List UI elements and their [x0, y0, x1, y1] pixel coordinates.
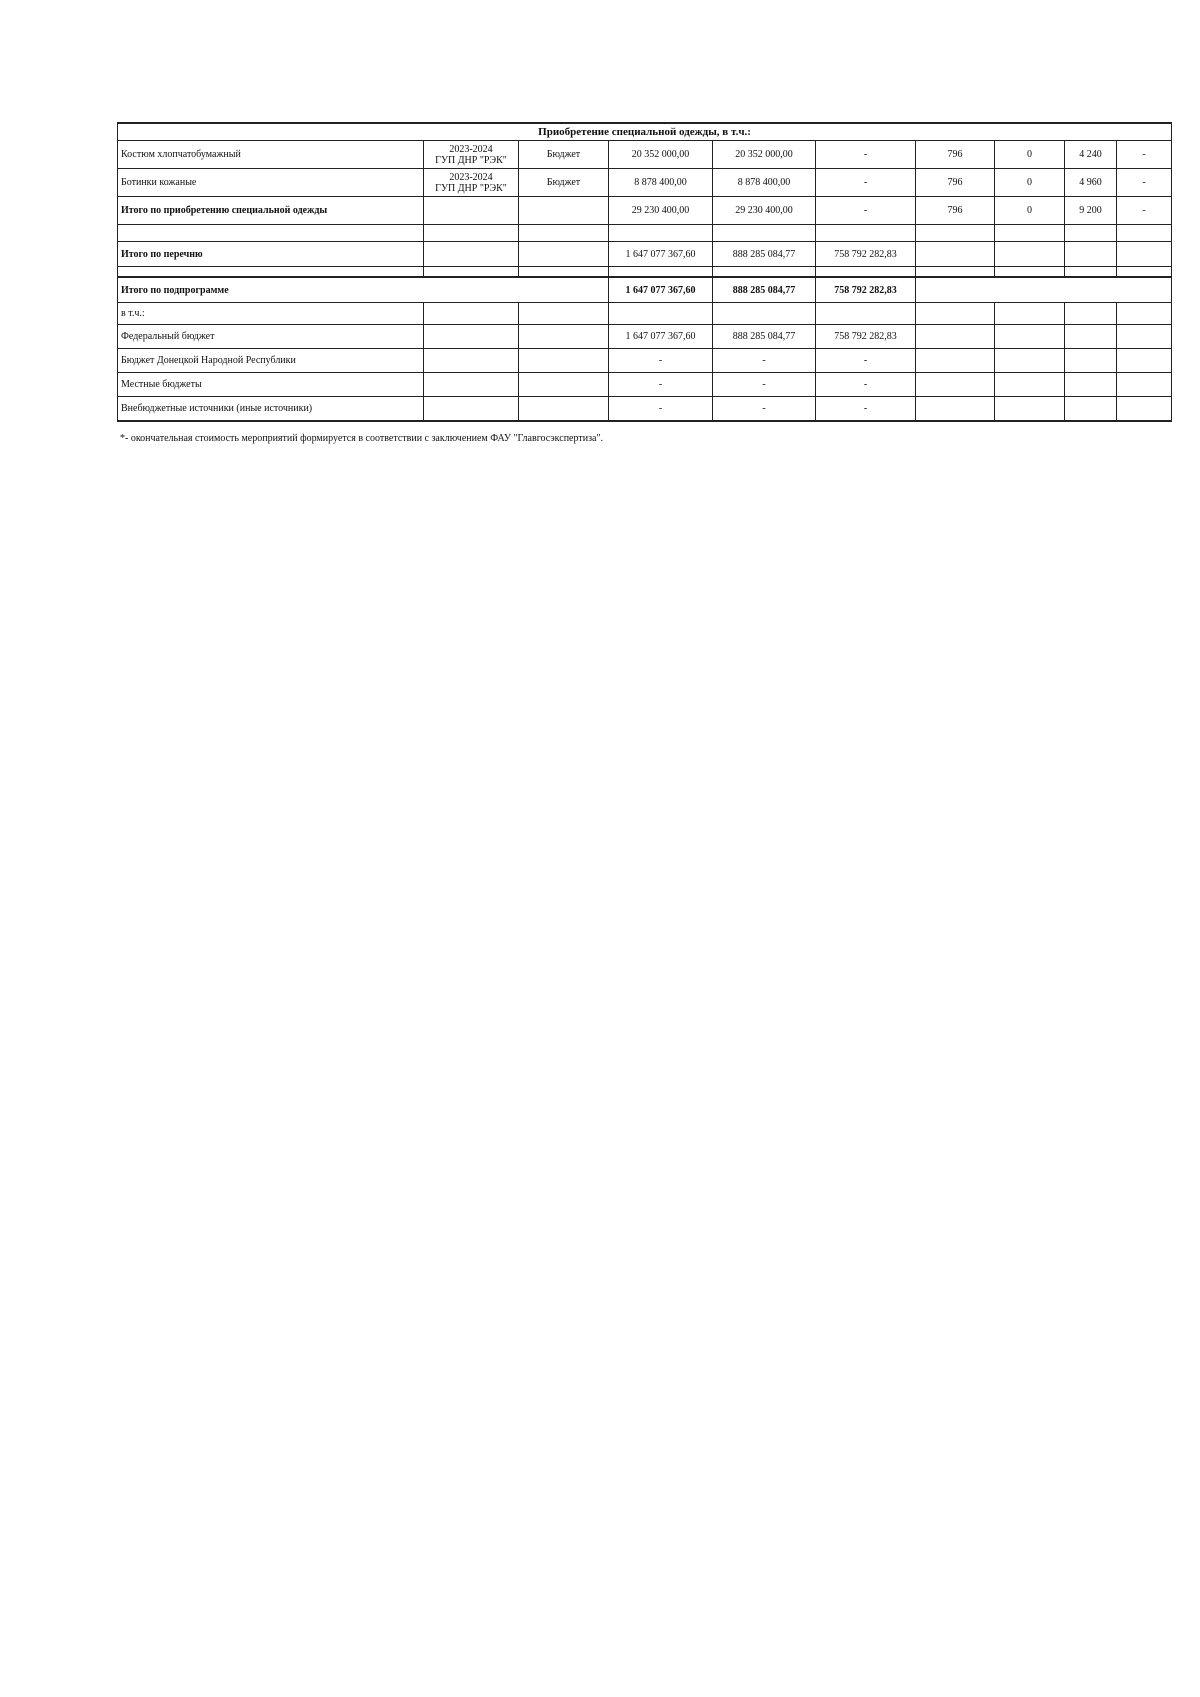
incl-label: в т.ч.:: [118, 303, 424, 325]
item-unit: 796: [916, 169, 995, 197]
table-row: [118, 169, 1172, 197]
empty-cell: [519, 242, 609, 267]
subprogram-total-row: [118, 277, 1172, 303]
item-qty-2023: 0: [995, 141, 1065, 169]
source-row: [118, 373, 1172, 397]
subtotal-qty-2023: 0: [995, 197, 1065, 225]
section-title-row: [118, 123, 1172, 141]
item-source: Бюджет: [519, 141, 609, 169]
list-total-row: [118, 242, 1172, 267]
item-executor: ГУП ДНР "РЭК": [435, 154, 507, 166]
source-y2024: -: [816, 349, 916, 373]
source-name: Местные бюджеты: [118, 373, 424, 397]
source-row: [118, 325, 1172, 349]
item-period-executor: [424, 141, 519, 169]
source-y2024: 758 792 282,83: [816, 325, 916, 349]
subprogram-total-y2023: 888 285 084,77: [713, 277, 816, 303]
source-y2024: -: [816, 397, 916, 422]
item-source: Бюджет: [519, 169, 609, 197]
blank-row: [118, 225, 1172, 242]
list-total-total: 1 647 077 367,60: [609, 242, 713, 267]
subtotal-row: [118, 197, 1172, 225]
blank-row: [118, 267, 1172, 278]
item-name: Костюм хлопчатобумажный: [118, 141, 424, 169]
source-total: -: [609, 397, 713, 422]
source-total: -: [609, 349, 713, 373]
source-name: Федеральный бюджет: [118, 325, 424, 349]
item-qty-2025: -: [1117, 141, 1172, 169]
footnote: *- окончательная стоимость мероприятий формируется в соответствии с заключением ФАУ "Главгосэкспертиза".: [120, 433, 604, 444]
source-y2024: -: [816, 373, 916, 397]
item-y2024: -: [816, 169, 916, 197]
subtotal-unit: 796: [916, 197, 995, 225]
source-total: 1 647 077 367,60: [609, 325, 713, 349]
subtotal-total: 29 230 400,00: [609, 197, 713, 225]
empty-cell: [519, 197, 609, 225]
source-total: -: [609, 373, 713, 397]
subtotal-y2023: 29 230 400,00: [713, 197, 816, 225]
expenditure-table: [117, 122, 1172, 422]
source-y2023: -: [713, 349, 816, 373]
item-period: 2023-2024: [449, 143, 493, 155]
list-total-y2024: 758 792 282,83: [816, 242, 916, 267]
empty-cell: [916, 277, 1172, 303]
list-total-y2023: 888 285 084,77: [713, 242, 816, 267]
empty-cell: [424, 197, 519, 225]
source-row: [118, 397, 1172, 422]
item-qty-2025: -: [1117, 169, 1172, 197]
item-name: Ботинки кожаные: [118, 169, 424, 197]
subprogram-total-total: 1 647 077 367,60: [609, 277, 713, 303]
table-row: [118, 141, 1172, 169]
subtotal-qty-2024: 9 200: [1065, 197, 1117, 225]
item-qty-2024: 4 960: [1065, 169, 1117, 197]
source-y2023: 888 285 084,77: [713, 325, 816, 349]
item-y2023: 20 352 000,00: [713, 141, 816, 169]
item-period: 2023-2024: [449, 171, 493, 183]
item-total: 8 878 400,00: [609, 169, 713, 197]
empty-cell: [424, 242, 519, 267]
source-y2023: -: [713, 397, 816, 422]
subtotal-label: Итого по приобретению специальной одежды: [118, 197, 424, 225]
item-y2024: -: [816, 141, 916, 169]
item-period-executor: [424, 169, 519, 197]
list-total-label: Итого по перечню: [118, 242, 424, 267]
source-name: Внебюджетные источники (иные источники): [118, 397, 424, 422]
source-name: Бюджет Донецкой Народной Республики: [118, 349, 424, 373]
item-unit: 796: [916, 141, 995, 169]
subtotal-y2024: -: [816, 197, 916, 225]
item-y2023: 8 878 400,00: [713, 169, 816, 197]
source-row: [118, 349, 1172, 373]
item-qty-2024: 4 240: [1065, 141, 1117, 169]
item-qty-2023: 0: [995, 169, 1065, 197]
section-title: Приобретение специальной одежды, в т.ч.:: [118, 123, 1172, 141]
item-executor: ГУП ДНР "РЭК": [435, 182, 507, 194]
item-total: 20 352 000,00: [609, 141, 713, 169]
source-y2023: -: [713, 373, 816, 397]
subprogram-total-y2024: 758 792 282,83: [816, 277, 916, 303]
subprogram-total-label: Итого по подпрограмме: [118, 277, 609, 303]
subtotal-qty-2025: -: [1117, 197, 1172, 225]
incl-row: [118, 303, 1172, 325]
